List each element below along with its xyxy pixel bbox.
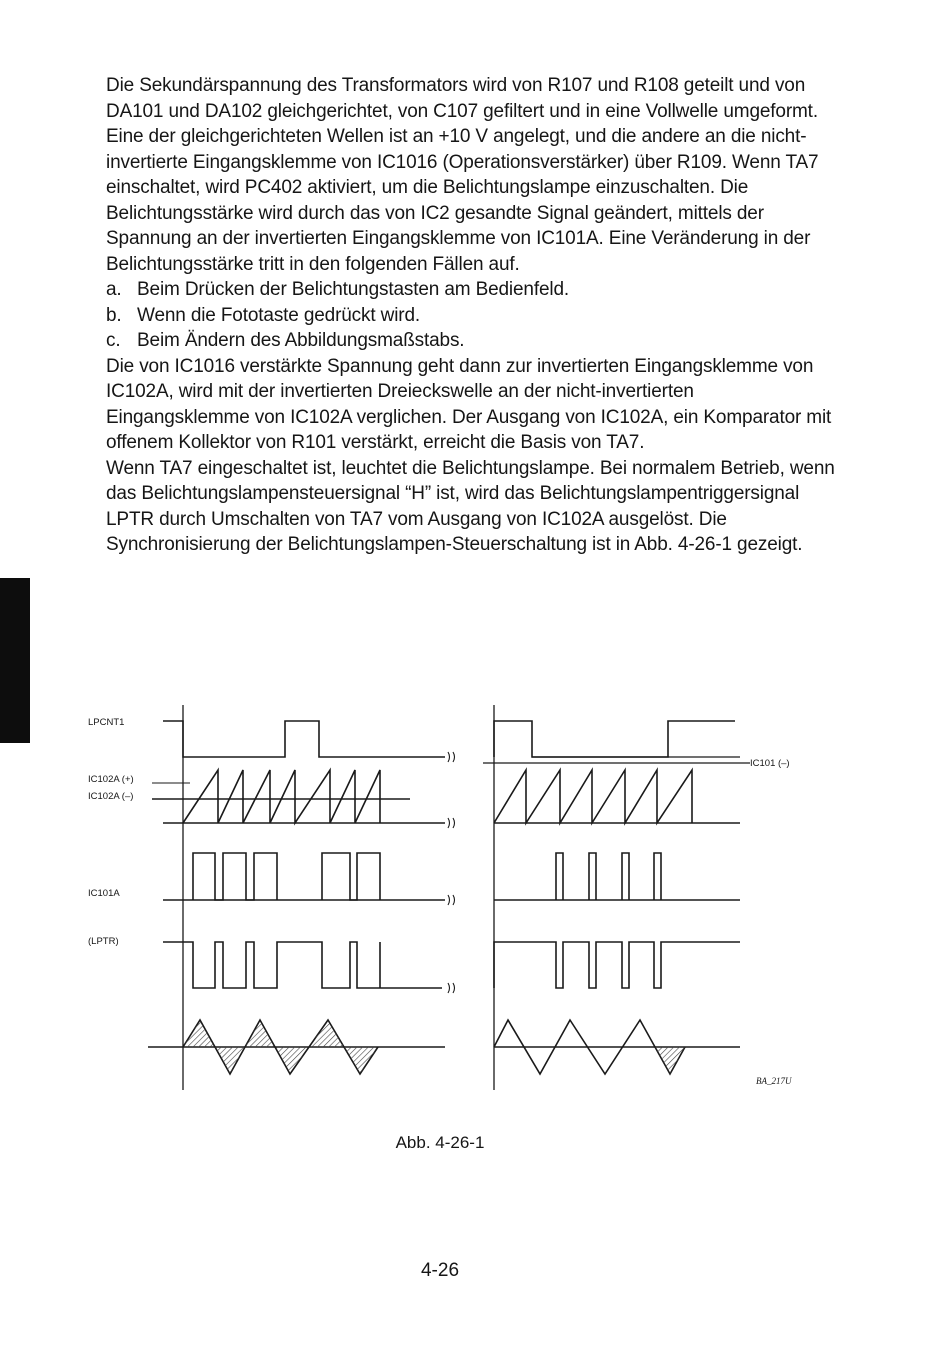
hatch-region: [655, 1047, 685, 1074]
figure-caption: Abb. 4-26-1: [395, 1133, 485, 1152]
list-marker: b.: [106, 304, 122, 326]
ic101a-pulses-b: [556, 853, 661, 900]
paragraph-comparator: Die von IC1016 verstärkte Spannung geht dann zur invertierten Eingangsklemme von IC102A, wird mit der invertierten Dreieckswelle an der nicht-invertierten Eingangsklemme von IC102A verglichen. Der Ausgang von IC102A, ein Komparator mit offenem Kollektor von R101 verstärkt, erreicht die Basis von TA7.: [106, 355, 832, 453]
label-lptr: (LPTR): [88, 936, 119, 947]
break-mark: [448, 895, 455, 905]
break-mark: [448, 818, 455, 828]
break-mark: [448, 752, 455, 762]
paragraph-intro: Die Sekundärspannung des Transformators wird von R107 und R108 geteilt und von DA101 und DA102 gleichgerichtet, von C107 gefiltert und in eine Vollwelle umgeformt. Eine der gleichgerichteten Wellen ist an +10 V angelegt, und die andere an die nicht-invertierte Eingangsklemme von IC1016 (Operationsverstärker) über R109. Wenn TA7 einschaltet, wird PC402 aktiviert, um die Belichtungslampe einzuschalten. Die Belichtungsstärke wird durch das von IC2 gesandte Signal geändert, mittels der Spannung an der invertierten Eingangsklemme von IC101A. Eine Veränderung in der Belichtungsstärke tritt in den folgenden Fällen auf.: [106, 75, 819, 275]
list-marker: a.: [106, 279, 122, 300]
lptr-waveform-a: [163, 942, 442, 988]
lptr-waveform-b: [494, 942, 740, 988]
list-item: [106, 303, 836, 329]
label-ic101-minus: IC101 (–): [750, 758, 790, 769]
timing-diagram-drawing: [80, 690, 820, 1110]
timing-diagram: [80, 690, 820, 1110]
hatch-region: [183, 1020, 215, 1047]
hatch-region: [245, 1020, 275, 1047]
chapter-tab-marker: [0, 578, 30, 743]
list-text: Beim Drücken der Belichtungstasten am Bedienfeld.: [137, 279, 569, 300]
list-text: Wenn die Fototaste gedrückt wird.: [137, 304, 421, 326]
figure-id: BA_217U: [756, 1076, 792, 1086]
sawtooth-ramp-b: [494, 770, 692, 823]
hatch-region: [275, 1047, 309, 1074]
list-item: [106, 277, 836, 303]
label-ic101a: IC101A: [88, 888, 120, 899]
list-marker: c.: [106, 330, 121, 351]
paragraph-lamp-trigger: Wenn TA7 eingeschaltet ist, leuchtet die Belichtungslampe. Bei normalem Betrieb, wenn das Belichtungslampensteuersignal “H” ist, wird das Belichtungslampentriggersignal LPTR durch Umschalten von TA7 vom Ausgang von IC102A ausgelöst. Die Synchronisierung der Belichtungslampen-Steuerschaltung ist in Abb. 4-26-1 gezeigt.: [106, 457, 835, 555]
hatch-region: [215, 1047, 245, 1074]
hatch-region: [309, 1020, 344, 1047]
body-text: [106, 73, 836, 558]
list-item: [106, 328, 836, 354]
list-text: Beim Ändern des Abbildungsmaßstabs.: [137, 330, 465, 351]
lpcnt1-waveform-b: [494, 721, 735, 757]
label-lpcnt1: LPCNT1: [88, 717, 125, 728]
sawtooth-ramp-a: [183, 770, 380, 823]
ic101a-pulses-a: [193, 853, 380, 900]
hatch-region: [344, 1047, 378, 1074]
label-ic102a-plus: IC102A (+): [88, 774, 134, 785]
label-ic102a-minus: IC102A (–): [88, 791, 134, 802]
page-number: 4-26: [420, 1260, 460, 1281]
break-mark: [448, 983, 455, 993]
lpcnt1-waveform-a: [163, 721, 445, 757]
